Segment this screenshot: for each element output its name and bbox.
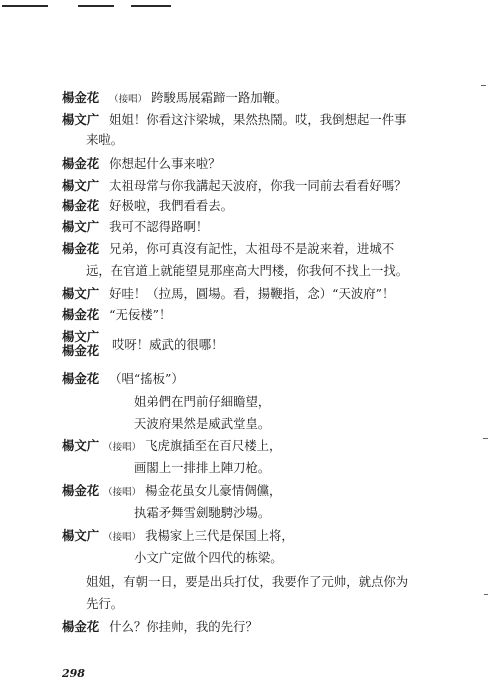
verse-line: [134, 505, 270, 521]
script-line: [62, 438, 281, 456]
script-line: [62, 90, 287, 108]
line-text: 哎呀！威武的很哪！: [112, 337, 224, 352]
verse-line: [134, 394, 270, 410]
line-text: 跨駿馬展霜蹄一路加鞭。: [151, 90, 288, 105]
script-line-continued: [86, 574, 408, 590]
line-text: 兄弟，你可真沒有記性，太祖母不是說来着，进城不: [109, 241, 395, 256]
speaker-name: 楊文广: [62, 178, 100, 193]
verse-line: [134, 460, 270, 476]
page-number: 298: [62, 667, 85, 680]
line-text: 我可不認得路啊！: [109, 219, 209, 234]
script-line: [62, 307, 171, 323]
line-text: 飞虎旗插至在百尺楼上，: [145, 438, 282, 453]
line-text: 小文广定做个四代的栋梁。: [134, 550, 283, 565]
speaker-name: 楊文广: [62, 112, 100, 127]
speaker-name: 楊文广: [62, 219, 100, 234]
script-line: [62, 156, 221, 172]
line-text: 好极啦，我們看看去。: [109, 198, 234, 213]
margin-mark: [483, 438, 488, 439]
stage-direction: （接唱）: [109, 94, 148, 105]
line-text: 画閣上一排排上陣刀枪。: [134, 460, 271, 475]
speaker-name: 楊文广: [62, 286, 100, 301]
stage-direction: （接唱）: [103, 442, 142, 453]
line-text: （唱“搖板”）: [109, 371, 184, 386]
speaker-name: 楊金花: [62, 307, 100, 322]
line-text: 楊金花虽女儿豪情倜儻，: [145, 483, 282, 498]
verse-line: [134, 550, 283, 566]
speaker-name: 楊文广: [62, 528, 100, 543]
script-line-continued: [86, 132, 123, 148]
margin-mark: [484, 594, 488, 595]
script-line: [62, 528, 294, 546]
speaker-name: 楊金花: [62, 483, 100, 498]
line-text: 太祖母常与你我講起天波府，你我一同前去看看好嗎？: [109, 178, 407, 193]
margin-mark: [481, 85, 486, 86]
line-text: 执霜矛舞雪劍馳騁沙場。: [134, 505, 271, 520]
script-line: [62, 619, 258, 635]
script-line: [62, 286, 394, 302]
scan-edge-mark: [78, 5, 114, 7]
speaker-name-pair: 楊文广 楊金花: [62, 329, 100, 358]
stage-direction: （接唱）: [103, 487, 142, 498]
speaker-name: 楊金花: [62, 619, 100, 634]
script-line: [62, 241, 394, 257]
script-line: [62, 198, 233, 214]
line-text: 先行。: [86, 596, 124, 611]
speaker-name: 楊金花: [62, 198, 100, 213]
line-text: 你想起什么事来啦？: [109, 156, 221, 171]
line-text: 天波府果然是威武堂皇。: [134, 416, 271, 431]
script-line: [62, 178, 407, 194]
speaker-name: 楊金花: [62, 371, 100, 386]
line-text: 什么？你挂帅，我的先行？: [109, 619, 258, 634]
line-text: 姐姐！你看这汴梁城，果然热鬧。哎，我倒想起一件事: [109, 112, 407, 127]
script-line: [112, 337, 224, 353]
scan-edge-mark: [2, 5, 48, 7]
script-line: [62, 219, 208, 235]
speaker-name: 楊金花: [62, 156, 100, 171]
script-line: [62, 112, 407, 128]
line-text: “无佞楼”！: [109, 307, 172, 322]
line-text: 姐姐，有朝一日，要是出兵打仗，我要作了元帅，就点你为: [86, 574, 409, 589]
speaker-name: 楊文广: [62, 438, 100, 453]
speaker-name: 楊金花: [62, 90, 100, 105]
script-line-continued: [86, 263, 408, 279]
speaker-name: 楊金花: [62, 241, 100, 256]
line-text: 我楊家上三代是保国上将，: [145, 528, 294, 543]
script-line: [62, 483, 281, 501]
line-text: 来啦。: [86, 132, 124, 147]
verse-line: [134, 416, 270, 432]
line-text: 远，在官道上就能望見那座高大門楼，你我何不找上一找。: [86, 263, 409, 278]
script-line-continued: [86, 596, 123, 612]
line-text: 姐弟們在門前仔細瞻望，: [134, 394, 271, 409]
line-text: 好哇！（拉馬，圓場。看，揚鞭指，念）“天波府”！: [109, 286, 395, 301]
stage-direction: （接唱）: [103, 532, 142, 543]
scan-edge-mark: [131, 5, 171, 7]
script-line: [62, 371, 184, 387]
